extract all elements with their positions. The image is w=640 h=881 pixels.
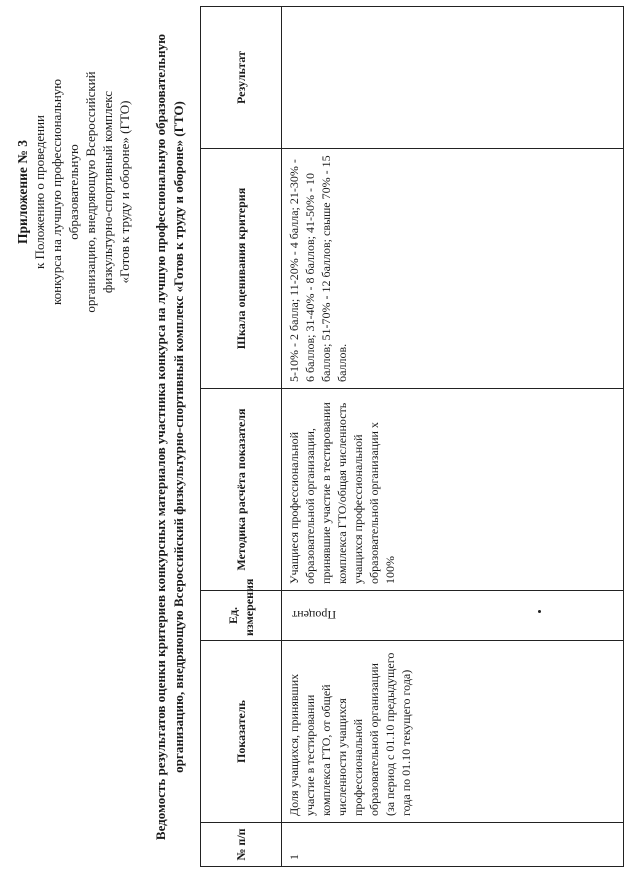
criteria-table [200, 6, 624, 867]
cell-result [282, 7, 624, 149]
table-header-row [201, 7, 282, 867]
cell-method: Учащиеся профессиональной образовательной организации, принявшие участие в тестировании комплекса ГТО/общая численность учащихся профессиональной образовательной организации x 100% [282, 389, 624, 591]
document-title [152, 7, 188, 867]
unit-text: Процент [292, 608, 337, 623]
cell-scale: 5-10% - 2 балла; 11-20% - 4 балла; 21-30% - 6 баллов; 31-40% - 8 баллов; 41-50% - 10 баллов; 51-70% - 12 баллов; свыше 70% - 15 баллов. [282, 149, 624, 389]
appendix-line: конкурса на лучшую профессиональную образовательную [49, 78, 81, 306]
cell-unit [282, 591, 624, 641]
scan-speck [538, 610, 541, 613]
header-unit: Ед. измерения [201, 591, 282, 641]
header-result: Результат [201, 7, 282, 149]
document-title-line: организацию, внедряющую Всероссийский физкультурно-спортивный комплекс «Готов к труду и обороне» (ГТО) [171, 101, 186, 773]
cell-number: 1 [282, 823, 624, 867]
header-scale: Шкала оценивания критерия [201, 149, 282, 389]
appendix-line: организацию, внедряющую Всероссийский [83, 71, 98, 313]
appendix-title: Приложение № 3 [15, 140, 30, 244]
header-indicator: Показатель [201, 641, 282, 823]
appendix-line: физкультурно-спортивный комплекс [100, 90, 115, 294]
document-title-line: Ведомость результатов оценки критериев конкурсных материалов участника конкурса на лучшую профессиональную образовательную [153, 33, 168, 841]
header-method: Методика расчёта показателя [201, 389, 282, 591]
appendix-line: «Готов к труду и обороне» (ГТО) [117, 100, 132, 284]
cell-indicator: Доля учащихся, принявших участие в тестировании комплекса ГТО, от общей численности учащихся профессиональной образовательной организации (за период с 01.10 предыдущего года по 01.10 текущего года) [282, 641, 624, 823]
table-row [282, 7, 624, 867]
appendix-header [14, 32, 133, 352]
appendix-line: к Положению о проведении [32, 114, 47, 270]
header-number: № п/п [201, 823, 282, 867]
